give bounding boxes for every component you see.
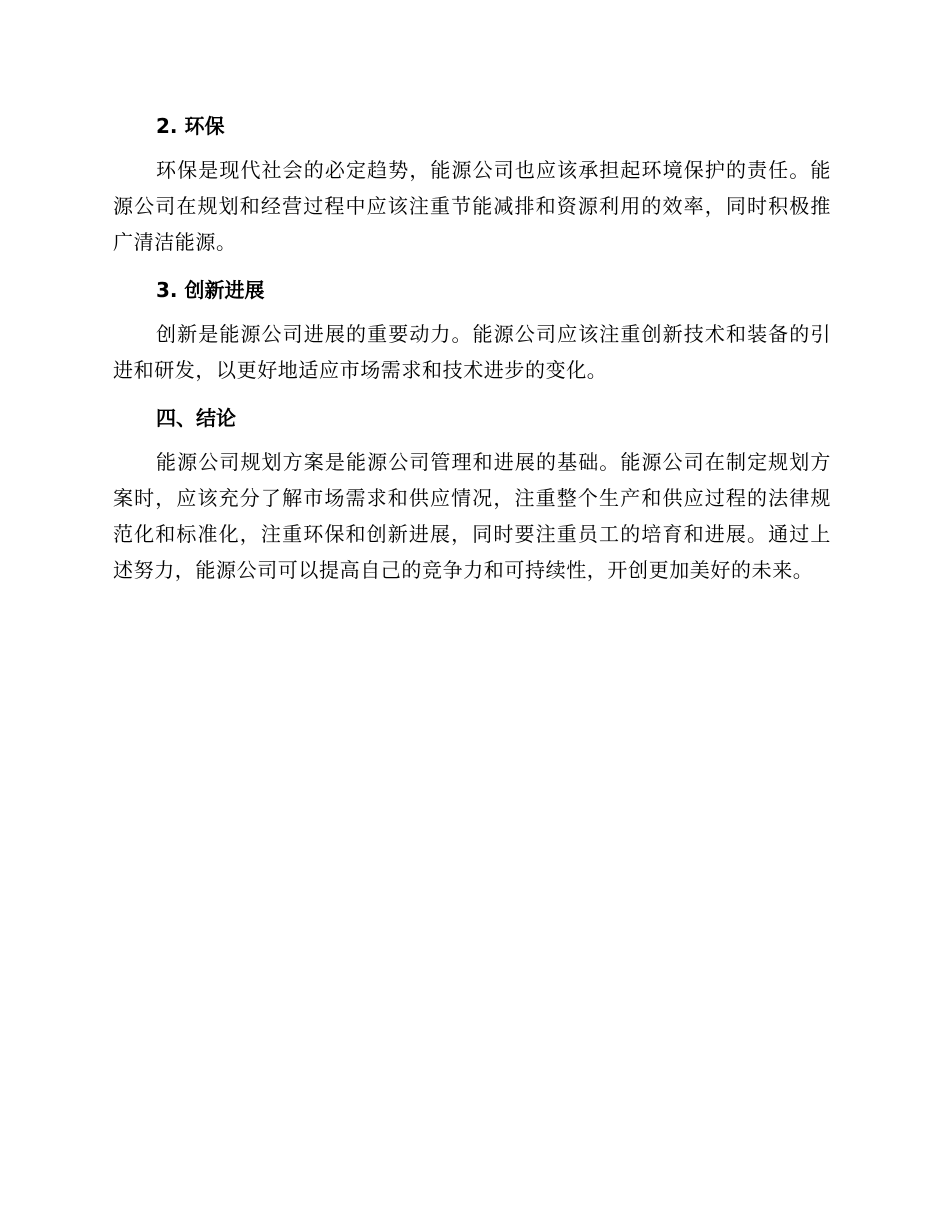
section-conclusion (113, 400, 831, 588)
document-content (113, 108, 831, 588)
section-paragraph: 环保是现代社会的必定趋势，能源公司也应该承担起环境保护的责任。能源公司在规划和经营过程中应该注重节能减排和资源利用的效率，同时积极推广清洁能源。 (113, 158, 831, 254)
section-paragraph: 创新是能源公司进展的重要动力。能源公司应该注重创新技术和装备的引进和研发，以更好地适应市场需求和技术进步的变化。 (113, 322, 831, 382)
section-paragraph: 能源公司规划方案是能源公司管理和进展的基础。能源公司在制定规划方案时，应该充分了解市场需求和供应情况，注重整个生产和供应过程的法律规范化和标准化，注重环保和创新进展，同时要注重员工的培育和进展。通过上述努力，能源公司可以提高自己的竞争力和可持续性，开创更加美好的未来。 (113, 450, 831, 582)
section-heading: 四、结论 (156, 406, 236, 430)
section-heading: 3. 创新进展 (156, 278, 265, 302)
section-innovation (113, 272, 831, 388)
section-heading: 2. 环保 (156, 114, 225, 138)
section-environmental (113, 108, 831, 260)
